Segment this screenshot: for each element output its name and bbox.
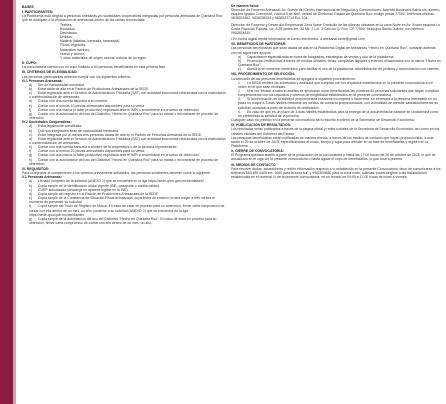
- category-item: Textiles,: [60, 22, 73, 27]
- paragraph: Los resultados serán publicados a través de la página oficial y redes sociales de la Secretaría de Desarrollo Económico, así como en los canales oficiales del Gobierno del Estado.: [231, 127, 440, 136]
- list-text: Estar integrada por al menos tres personas dadas de alta en el Padrón de Personas Artesanas de la SEDE.: [38, 132, 203, 137]
- list-text: Contar con la autorización del uso del Distintivo “Hecho en Quintana Roo” para su marca o encontrarse en proceso de obtención.: [29, 157, 219, 166]
- category-item: Fibras vegetales,: [60, 43, 87, 48]
- section-heading: XI. MEDIOS DE CONTACTO: [231, 162, 276, 167]
- list-marker: g): [29, 153, 33, 158]
- category-item: Hueso y cuerno,: [60, 51, 86, 56]
- list-item: [29, 91, 228, 99]
- list-item: [29, 204, 228, 216]
- list-marker: g): [29, 111, 33, 116]
- list-marker: c): [29, 91, 32, 96]
- list-marker: d): [29, 136, 33, 141]
- paragraph: • En forma digital remitir información al correo electrónico: d.artesanal.sede@gmail.com: [231, 37, 365, 42]
- paragraph: El Programa quedará abierto a partir de la publicación de la convocatoria y hasta las 17:00 horas del 20 de octubre de 2025, lo que se actualizará en el cupo de la presente convocatoria o hasta agotar el cupo de beneficiarias, lo que ocurra primero.: [231, 153, 436, 162]
- decorative-side-stripe: [0, 0, 13, 404]
- section-heading: X. CIERRE DE CONVOCATORIA:: [231, 149, 284, 154]
- list-marker: d): [29, 191, 33, 196]
- list-text: Que sus integrantes sean de nacionalidad mexicana.: [38, 128, 119, 133]
- list-marker: b): [29, 128, 33, 133]
- list-text: Contar con una marca (o taller productivo) registrada ante el IMPI o encontrarse en proceso de obtención.: [38, 153, 200, 158]
- category-item: Madera (talladas, torneada, taraceada): [60, 39, 120, 44]
- section-heading: VII. BENEFICIOS DE PARTICIPAR:: [231, 42, 287, 47]
- list-text: Copia simple del registro en el Padrón de Productores Artesanales de la SEDE.: [38, 191, 160, 196]
- list-marker: e): [29, 196, 33, 201]
- category-item: Deshilados,: [60, 30, 78, 35]
- list-item: [29, 112, 228, 120]
- paragraph: Dirección de Fomento y Desarrollo Empresarial Zona Norte: Domicilio de las oficinas ubicadas en la zona Norte en Av. Xcaret esquina La Costa Plaza las Palmas, loc. A 26 (antes km. 36 Mz. 2 Lot. 3 Cancún Q. Roo, CP 77500. Municipio Benito Juárez; con teléfono 9982834830.: [231, 22, 440, 35]
- subsection-heading: De manera física:: [231, 4, 260, 8]
- list-text: Copia simple de la autorización del uso del Distintivo “Hecho en Quintana Roo”. En caso de estar en proceso para su obtención, firmar carta compromiso de contar con ello dentro de un mes, un año,: [29, 216, 217, 225]
- list-marker: 3.: [238, 97, 241, 102]
- left-column: [22, 4, 228, 225]
- list-item: [238, 89, 441, 97]
- section-heading: II. CUPO:: [22, 61, 37, 66]
- list-item: [238, 97, 441, 109]
- list-marker: 4.: [238, 109, 241, 114]
- list-marker: a): [238, 54, 242, 59]
- list-marker: f): [29, 204, 32, 209]
- list-marker: e): [29, 103, 33, 108]
- list-text: Estar registrada ante el Servicio de Administración Tributaria (SAT) con actividad económica relacionada con la elaboración o comercialización de artesanías.: [29, 136, 226, 145]
- list-marker: b): [238, 58, 242, 63]
- paragraph: Cualquier caso no previsto en la presente convocatoria será resuelto a criterio de la Secretaría de Desarrollo Económico.: [231, 118, 416, 123]
- list-marker: c): [29, 132, 32, 137]
- list-text: Capacitación especializada en toma de fotografías, estrategias de ventas y uso de la plataforma.: [247, 54, 395, 59]
- list-item: [238, 110, 441, 118]
- list-text: Contar con al menos 20 piezas artesanales disponibles para su venta.: [38, 149, 146, 154]
- section-heading: VIII. PROCEDIMIENTO DE SELECCIÓN:: [231, 72, 295, 77]
- paragraph: Las personas beneficiarias serán notificadas de manera directa, a través de los medios de contacto que hayan proporcionado, a más tardar el 29 de octubre de 2025, especificándose el modo, tiempo y lugar para atender en su fase de beneficiarias y registro en la Plataforma.: [231, 135, 434, 148]
- list-item: [238, 81, 441, 89]
- list-text: En caso de que en un plazo de 3 días hábiles establecidos para la entrega de la documentación faltante se considerará como no presentada la solicitud de la persona.: [238, 109, 439, 118]
- category-item: Urdidos,: [60, 35, 73, 40]
- list-marker: 2.: [238, 88, 241, 93]
- section-heading: IV. REQUISITOS:: [22, 166, 50, 171]
- list-text: Una vez llevado a cabo el análisis se aprobarán como beneficiarias las primeras 84 personas solicitantes que hayan cumplido completamente con los requisitos y criterios de elegibilidad establecidos en la presente convocatoria.: [238, 88, 439, 98]
- category-item: Y otros materiales de origen natural, nativos de la región.: [60, 55, 148, 60]
- list-text: Copia simple de la identificación oficial vigente (INE, pasaporte o cartilla militar).: [38, 183, 160, 188]
- list-marker: h): [29, 157, 33, 162]
- list-marker: d): [29, 99, 33, 104]
- section-heading: I. PARTICIPANTES:: [22, 10, 54, 15]
- list-item: [29, 137, 228, 145]
- list-text: La SEDE recibirá las solicitudes y analizará que cumplan con los requisitos establecidos en la presente convocatoria en el orden en el que sean recibidas.: [238, 80, 434, 89]
- list-text: Contar con una cuenta bancaria a nombre de la cooperativa o de la persona representante.: [38, 145, 178, 150]
- list-text: Estar dada de alta en el Padrón de Productores Artesanales de la SEDE.: [38, 86, 150, 91]
- subsection-heading: IV.1 Personas Artesanas:: [22, 78, 63, 83]
- list-item: [29, 217, 228, 225]
- category-item: Materiales marinos,: [60, 47, 90, 52]
- list-text: Si la información en la solicitud proporcionada estuviese incompleta o incorrecta, se informará a la persona interesada en un plazo no mayor a 3 días hábiles mediante los medios de contacto proporcionados, con la finalidad de atender satisfactoriamente su solicitud, contando a partir de la fecha de notificación.: [238, 97, 439, 110]
- list-text: Contar con una marca (o taller productivo) registrada ante el IMPI o encontrarse en proceso de obtención.: [38, 107, 200, 112]
- paragraph: La convocatoria cuenta con un cupo limitado a 84 personas beneficiarias en esta primera fase.: [22, 65, 167, 70]
- list-marker: a): [29, 179, 33, 184]
- paragraph: Las personas beneficiarias que sean dadas de alta en la Plataforma Digital de Artesanías “Hecho en Quintana Roo”, contarán además con los siguientes apoyos:: [231, 46, 436, 55]
- list-text: Asesoría en comercio electrónico para facilitar el uso de la plataforma, administración de pedidos y comunicación con clientes.: [247, 67, 440, 72]
- list-marker: b): [29, 183, 33, 188]
- list-text: Copia simple del Título de Registro de Marca. En caso de estar en proceso para su obtención, firmar carta compromiso de contar con ella dentro de un mes, un año, posterior a su solicitud (ANEXO 2) que se encuentra en la liga https://sede.qroo.gob.mx/tiendaweb/: [29, 204, 225, 217]
- right-column: [231, 4, 441, 179]
- list-marker: a): [29, 82, 33, 87]
- subsection-heading: IV.2 Sociedades Cooperativas:: [22, 120, 72, 125]
- list-text: Contar con al menos 10 piezas artesanales disponibles para su venta.: [38, 103, 146, 108]
- list-item: [238, 59, 441, 67]
- list-text: Copia simple de la Constancia de Situación Fiscal actualizada, cuya fecha de emisión no sea mayor a tres meses al momento de presentar su solicitud.: [29, 196, 215, 205]
- paragraph: Las personas participantes deberán cumplir con los siguientes criterios:: [22, 74, 131, 79]
- list-text: CURP actualizada (descarga en aparece legible en la INE).: [38, 187, 129, 192]
- list-marker: f): [29, 107, 32, 112]
- list-marker: c): [238, 67, 241, 72]
- list-item: [238, 67, 441, 71]
- list-item: [29, 158, 228, 166]
- list-text: Contar con una cuenta bancaria a su nombre.: [38, 99, 108, 104]
- paragraph: Para comprobar el cumplimiento a los criterios previamente señalados, las personas solicitantes deberán cubrir lo siguiente:: [22, 171, 211, 176]
- list-marker: e): [29, 145, 33, 150]
- list-text: Llenado completo de la solicitud (ANEXO 1) que se encuentra en la liga https://sede.qroo.gob.mx/tiendaweb/: [38, 179, 204, 184]
- list-text: Ser de nacionalidad mexicana.: [38, 82, 86, 87]
- section-heading: IX. PUBLICACIÓN DE RESULTADOS:: [231, 123, 292, 128]
- subsection-heading: V.1 Personas Artesanas:: [22, 175, 62, 180]
- list-item: [29, 196, 228, 204]
- list-marker: f): [29, 149, 32, 154]
- list-text: Estar registrado ante el Servicio de Administración Tributaria (SAT) con actividad económica relacionada con la elaboración o comercialización de artesanías.: [29, 91, 226, 100]
- paragraph: Dirección de Fomento Artesanal: Av. Sueste del Centro Internacional de Negocios y Convenciones, Avenida Boulevard Bahía sin número, esquina Ignacio Comonfort, colonia 5 de abril, ciudad de Chetumal, Estado de Quintana Roo; código postal 77000. Teléfonos oficinas: 9838324462, 9838335334 y 9838337714 Ext. 104.: [231, 8, 441, 21]
- list-text: Contar con la autorización del uso del Distintivo “Hecho en Quintana Roo” para su marca o encontrarse en proceso de obtención.: [29, 111, 219, 121]
- list-marker: 1.: [238, 80, 241, 85]
- paragraph: La Plataforma está dirigida a personas artesanas y/o sociedades cooperativas integradas por personas artesanas de Quintana Roo que se dediquen a la producción de artesanías dentro de las ramas reconocidas:: [22, 14, 223, 23]
- list-marker: c): [29, 187, 32, 192]
- section-heading: III. CRITERIOS DE ELEGIBILIDAD:: [22, 70, 78, 75]
- list-text: Promoción institucional a través de medios oficiales, ferias, campañas digitales y eventos relacionados con la marca “Hecho en Quintana Roo”.: [238, 58, 441, 68]
- list-marker: a): [29, 124, 33, 129]
- list-marker: g): [29, 216, 33, 221]
- list-marker: b): [29, 86, 33, 91]
- list-text: Estar legalmente constituida.: [38, 124, 83, 129]
- category-item: Bordados,: [60, 26, 76, 31]
- paragraph: La selección de las personas beneficiarias se apegará al siguiente procedimiento:: [231, 76, 356, 81]
- section-heading: BASES: [22, 5, 34, 9]
- paragraph: Para resolver dudas, aclaraciones y recibir información respecto a lo establecido en la presente Convocatoria, favor de comunicarse a los teléfonos 983 835 0400 ext. 1080 para la zona sur; y 9982834830 para la zona norte, además, podrá dirigirse a las instalaciones establecidas en el numeral VI de la presente convocatoria, en un horario de 09:00 a 17:00 horas de lunes a viernes.: [231, 166, 441, 180]
